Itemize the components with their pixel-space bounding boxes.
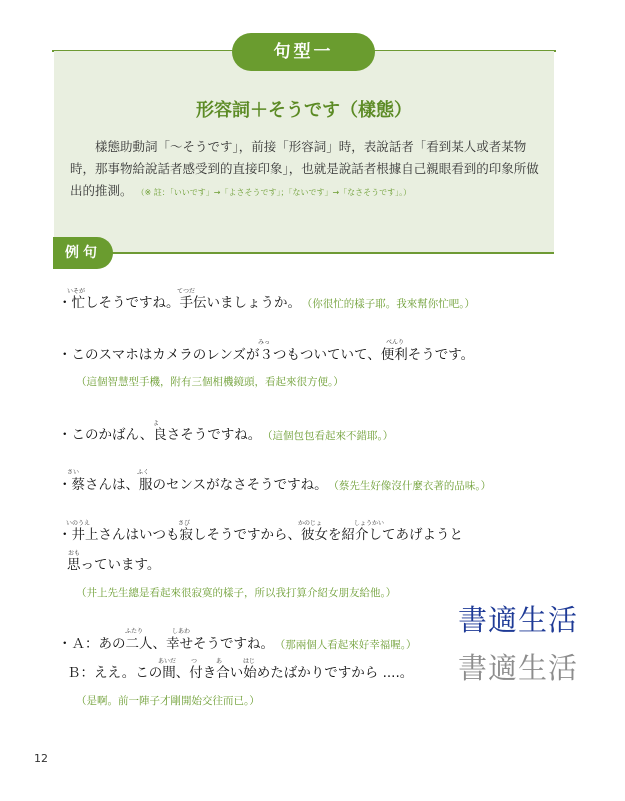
furigana: べんり (386, 339, 405, 346)
example-bullet: ・ (58, 347, 72, 363)
pattern-badge: 句型一 (232, 33, 375, 71)
example-jp: 思っています。 (67, 557, 161, 573)
example-jp: Ｂ：ええ。この間、付き合い始めたばかりですから ....。 (67, 665, 414, 681)
example-jp: このかばん、良さそうですね。 (71, 427, 262, 443)
explanation-note: （※ 註：「いいです」→「よさそうです」；「ないです」→「なさそうです」。） (136, 188, 412, 197)
example-zh: （蔡先生好像沒什麼衣著的品味。） (333, 480, 492, 492)
furigana: しょうかい (354, 520, 385, 527)
furigana: はじ (243, 658, 256, 665)
furigana: みっ (258, 339, 271, 346)
furigana: ふく (137, 469, 150, 476)
grammar-title: 形容詞＋そうです（樣態） (196, 100, 412, 121)
example-6-line-2 (67, 661, 413, 681)
furigana: さび (178, 520, 191, 527)
furigana: しあわ (172, 628, 191, 635)
furigana: かのじょ (298, 520, 323, 527)
example-zh: （那兩個人看起來好幸福喔。） (280, 639, 417, 651)
example-2-zh: （這個智慧型手機，附有三個相機鏡頭，看起來很方便。） (76, 376, 344, 388)
example-bullet: ・ (58, 636, 72, 652)
example-bullet: ・ (58, 477, 72, 493)
example-bullet: ・ (58, 295, 72, 311)
example-jp: 蔡さんは、服のセンスがなさそうですね。 (71, 477, 328, 493)
furigana: つ (191, 658, 198, 665)
example-4 (58, 473, 491, 493)
example-2 (58, 343, 474, 363)
watermark-logo-gray: 書適生活 (458, 651, 579, 685)
example-6 (58, 632, 417, 652)
furigana: よ (153, 420, 160, 427)
example-zh: （這個包包看起來不錯耶。） (267, 430, 394, 442)
example-zh: （你很忙的樣子耶。我來幫你忙吧。） (307, 298, 475, 310)
example-1 (58, 291, 475, 311)
grammar-explanation (70, 136, 544, 204)
example-3 (58, 423, 393, 443)
examples-rule (54, 252, 554, 254)
example-5-zh: （井上先生總是看起來很寂寞的樣子，所以我打算介紹女朋友給他。） (76, 587, 397, 599)
furigana: てつだ (177, 288, 196, 295)
furigana: あ (216, 658, 223, 665)
example-jp: 井上さんはいつも寂しそうですから、彼女を紹介してあげようと (71, 527, 463, 543)
example-bullet: ・ (58, 527, 72, 543)
furigana: おも (68, 550, 81, 557)
example-6-zh: （是啊。前一陣子才剛開始交往而已。） (76, 695, 260, 707)
furigana: いのうえ (66, 520, 91, 527)
example-5 (58, 523, 463, 543)
page-number: 12 (34, 752, 48, 765)
example-jp: このスマホはカメラのレンズが３つもついていて、便利そうです。 (71, 347, 475, 363)
example-bullet: ・ (58, 427, 72, 443)
example-jp: 忙しそうですね。手伝いましょうか。 (71, 295, 301, 311)
furigana: いそが (67, 288, 86, 295)
furigana: ふたり (125, 628, 144, 635)
furigana: あいだ (158, 658, 177, 665)
examples-label: 例句 (53, 237, 113, 269)
watermark-logo-blue: 書適生活 (458, 603, 579, 637)
example-jp: Ａ：あの二人、幸せそうですね。 (71, 636, 274, 652)
example-5-line-2 (67, 553, 160, 573)
furigana: さい (67, 469, 80, 476)
explanation-text: 樣態助動詞「〜そうです」，前接「形容詞」時，表說話者「看到某人或者某物時，那事物給說話者感受到的直接印象」，也就是說話者根據自己親眼看到的印象所做出的推測。 (70, 139, 539, 198)
